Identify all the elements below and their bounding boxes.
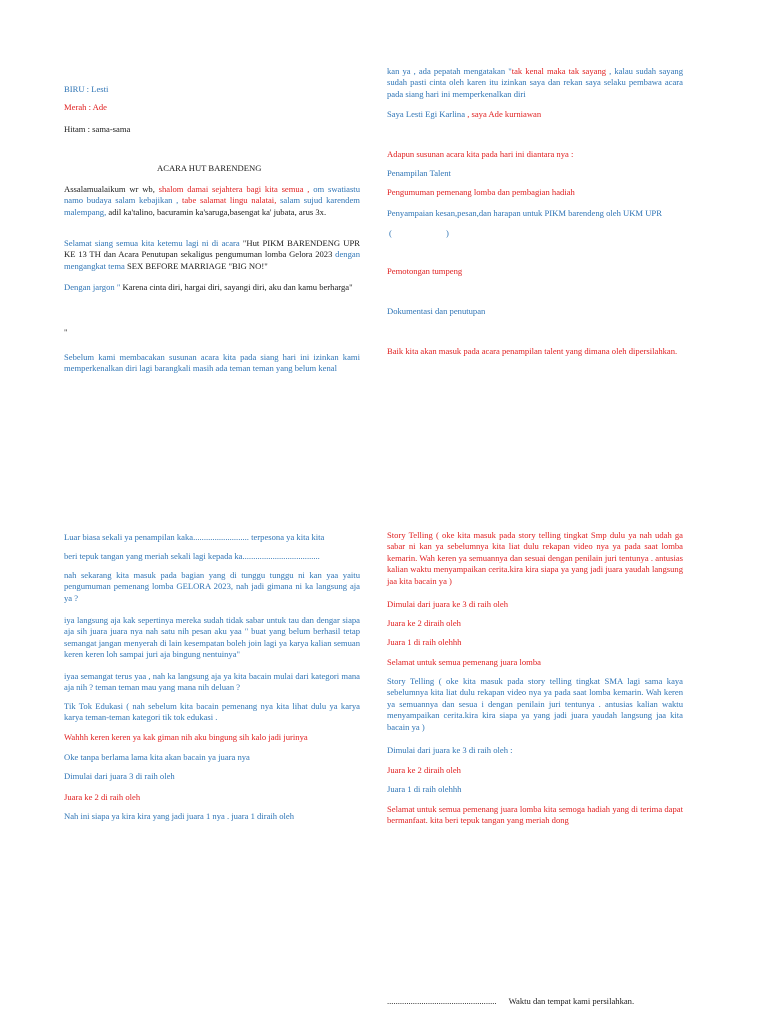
- tiktok-category: Tik Tok Edukasi ( nah sebelum kita bacain pemenang nya kita lihat dulu ya karya karya teman-teman kategori tik tok edukasi .: [64, 701, 360, 723]
- hosts-introduction: Saya Lesti Egi Karlina , saya Ade kurniawan: [387, 109, 542, 119]
- proverb-paragraph: kan ya , ada pepatah mengatakan "tak kenal maka tak sayang , kalau sudah sayang sudah pasti cinta oleh karen itu izinkan saya dan rekan saya selaku pembawa acara pada siang hari ini memperkenalkan diri: [387, 66, 684, 99]
- agenda-item-messages: Penyampaian kesan,pesan,dan harapan untuk PIKM barendeng oleh UKM UPR: [387, 208, 662, 218]
- paren-close: ): [446, 228, 449, 238]
- agenda-item-tumpeng: Pemotongan tumpeng: [387, 266, 463, 276]
- story-telling-smp: Story Telling ( oke kita masuk pada story telling tingkat Smp dulu ya nah udah ga sabar ni kan ya sebelumnya kita liat dulu rekapan video nya ya pada saat lomba kemarin. Wah keren ya semuannya dan sesuai dengan penilain juri tentunya . antusias kalian waktu menyampaikan cerita.kira kira siapa ya yang jadi juara yaudah langsung jaa kita bacain ya ): [387, 530, 683, 586]
- announcement-intro: nah sekarang kita masuk pada bagian yang di tunggu tunggu ni kan yaa yaitu pengumuman pemenang lomba GELORA 2023, nah jadi gimana ni ka langsung aja ya ?: [64, 570, 360, 603]
- encouragement-paragraph: iya langsung aja kak sepertinya mereka sudah tidak sabar untuk tau dan dengar siapa aja sih juara juara nya nah satu nih pesan aku yaa " buat yang belum berhasil tetap semangat jangan menyerah di lain kesempatan boleh join lagi ya karya kalian semuan keren keren loh sampai juri aja bingung nentuinya": [64, 615, 360, 660]
- category-question: iyaa semangat terus yaa , nah ka langsung aja ya kita bacain mulai dari kategori mana aja nih ? teman teman mau yang mana nih deluan ?: [64, 671, 360, 693]
- quote-mark: ": [64, 327, 68, 337]
- jargon-paragraph: Dengan jargon " Karena cinta diri, hargai diri, sayangi diri, aku dan kamu berharga": [64, 282, 353, 292]
- clap-line: beri tepuk tangan yang meriah sekali lagi kepada ka....................................: [64, 551, 320, 561]
- paren-open: (: [389, 228, 392, 238]
- sma-second-place: Juara ke 2 diraih oleh: [387, 765, 461, 775]
- agenda-item-talent: Penampilan Talent: [387, 168, 451, 178]
- talent-invitation: Baik kita akan masuk pada acara penampilan talent yang dimana oleh dipersilahkan.: [387, 346, 678, 356]
- judge-remark: Wahhh keren keren ya kak giman nih aku bingung sih kalo jadi jurinya: [64, 732, 308, 742]
- smp-second-place: Juara ke 2 diraih oleh: [387, 618, 461, 628]
- sma-first-place: Juara 1 di raih olehhh: [387, 784, 462, 794]
- agenda-item-announcement: Pengumuman pemenang lomba dan pembagian hadiah: [387, 187, 575, 197]
- welcome-paragraph: Selamat siang semua kita ketemu lagi ni di acara "Hut PIKM BARENDENG UPR KE 13 TH dan Acara Penutupan sekaligus pengumuman lomba Gelora 2023 dengan mengangkat tema SEX BEFORE MARRIAGE "BIG NO!": [64, 238, 361, 271]
- applause-line: Luar biasa sekali ya penampilan kaka.......................... terpesona ya kita kita: [64, 532, 325, 542]
- winners-intro: Oke tanpa berlama lama kita akan bacain ya juara nya: [64, 752, 250, 762]
- smp-first-place: Juara 1 di raih olehhh: [387, 637, 462, 647]
- left-bottom-column: [64, 0, 360, 1024]
- second-place-line: Juara ke 2 di raih oleh: [64, 792, 141, 802]
- role-merah: Merah : Ade: [64, 102, 107, 112]
- sma-third-place: Dimulai dari juara ke 3 di raih oleh :: [387, 745, 513, 755]
- opening-greeting: Assalamualaikum wr wb, shalom damai sejahtera bagi kita semua , om swatiastu namo budaya salam kebajikan , tabe salamat lingu nalatai, salam sujud karendem malempang, adil ka'talino, bacuramin ka'saruga,basengat ka' jubata, arus 3x.: [64, 184, 360, 217]
- agenda-intro: Adapun susunan acara kita pada hari ini diantara nya :: [387, 149, 574, 159]
- sma-congrats: Selamat untuk semua pemenang juara lomba kita semoga hadiah yang di terima dapat bermanfaat. kita beri tepuk tangan yang meriah dong: [387, 804, 683, 826]
- role-biru: BIRU : Lesti: [64, 84, 109, 94]
- intro-paragraph: Sebelum kami membacakan susunan acara kita pada siang hari ini izinkan kami memperkenalkan diri lagi barangkali masih ada teman teman yang belum kenal: [64, 352, 360, 374]
- document-title: ACARA HUT BARENDENG: [157, 163, 262, 173]
- role-hitam: Hitam : sama-sama: [64, 124, 131, 134]
- closing-line: ................................................... Waktu dan tempat kami persilahkan.: [387, 996, 635, 1006]
- third-place-line: Dimulai dari juara 3 di raih oleh: [64, 771, 175, 781]
- right-bottom-column: [387, 0, 683, 1024]
- agenda-item-documentation: Dokumentasi dan penutupan: [387, 306, 486, 316]
- story-telling-sma: Story Telling ( oke kita masuk pada story telling tingkat SMA lagi sama kaya sebelumnya kita liat dulu rekapan video nya ya pada saat lomba kemarin. Wah keren ya semuannya dan sesua i dengan penilain juri tentunya . antusias kalian waktu menyampaikan cerita.kira kira siapa ya yang jadi juara yaudah langsung jaa kita bacain ya ): [387, 676, 683, 732]
- smp-congrats: Selamat untuk semua pemenang juara lomba: [387, 657, 541, 667]
- smp-third-place: Dimulai dari juara ke 3 di raih oleh: [387, 599, 508, 609]
- first-place-line: Nah ini siapa ya kira kira yang jadi juara 1 nya . juara 1 diraih oleh: [64, 811, 295, 821]
